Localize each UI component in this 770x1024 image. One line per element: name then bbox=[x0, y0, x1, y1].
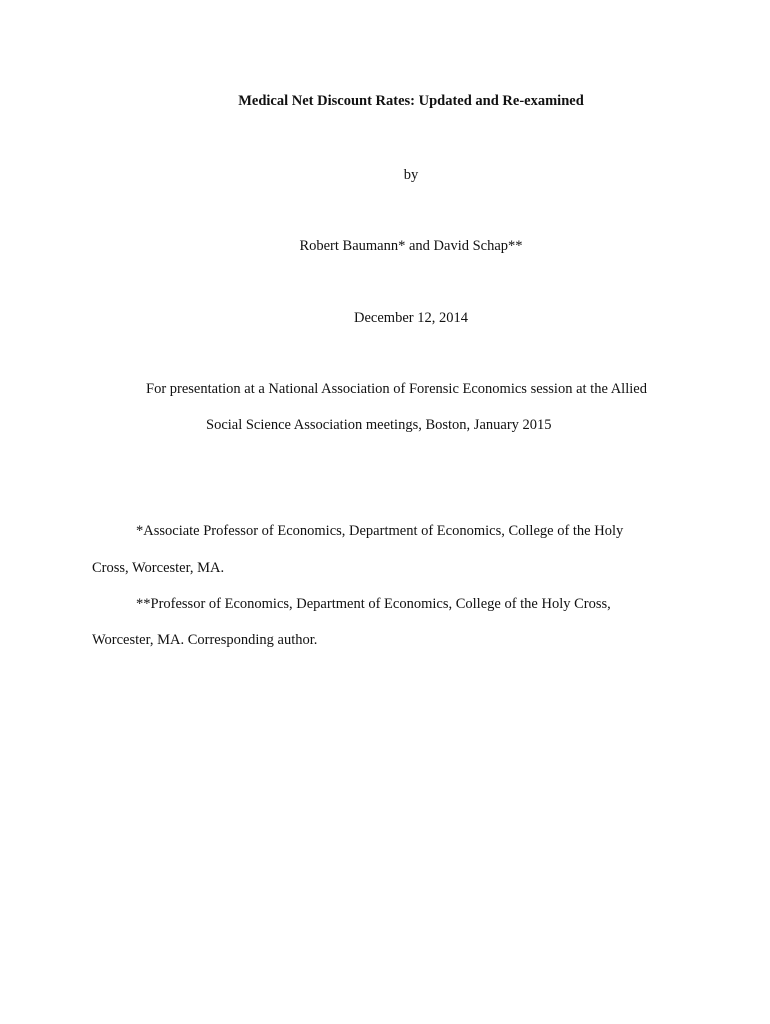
footnote-1-line-1: *Associate Professor of Economics, Department of Economics, College of the Holy bbox=[136, 523, 624, 539]
presentation-line-1: For presentation at a National Association of Forensic Economics session at the Allied bbox=[146, 381, 647, 397]
footnote-2-line-2: Worcester, MA. Corresponding author. bbox=[92, 632, 318, 648]
presentation-line-2: Social Science Association meetings, Boston, January 2015 bbox=[206, 417, 552, 433]
footnote-2-line-1: **Professor of Economics, Department of Economics, College of the Holy Cross, bbox=[136, 596, 611, 612]
footnote-1-line-2: Cross, Worcester, MA. bbox=[92, 560, 225, 576]
paper-title: Medical Net Discount Rates: Updated and Re-examined bbox=[238, 93, 584, 109]
date-line: December 12, 2014 bbox=[354, 310, 468, 326]
authors-line: Robert Baumann* and David Schap** bbox=[299, 238, 523, 254]
by-line: by bbox=[403, 167, 419, 183]
